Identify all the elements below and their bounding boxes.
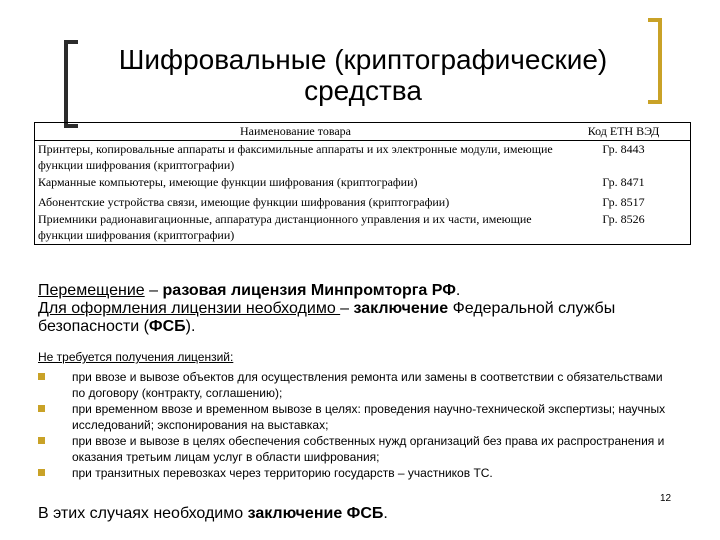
conclusion-line bbox=[38, 300, 698, 336]
square-bullet-icon bbox=[38, 469, 45, 476]
conclusion-end: ). bbox=[185, 318, 196, 335]
row-code-cell: Гр. 8517 bbox=[602, 195, 645, 209]
final-statement bbox=[38, 505, 388, 523]
title-line-2: средства bbox=[304, 75, 422, 106]
row-code-cell: Гр. 8443 bbox=[602, 141, 645, 156]
fsb-abbrev: ФСБ bbox=[148, 318, 186, 335]
row-code-cell: Гр. 8526 bbox=[602, 211, 645, 226]
not-required-heading: Не требуется получения лицензий: bbox=[38, 350, 234, 364]
row-name-cell: Принтеры, копировальные аппараты и факсимильные аппараты и их электронные модули, имеющие функции шифрования (криптографии) bbox=[38, 141, 553, 172]
list-item-text: при временном ввозе и временном вывозе в целях: проведения научно-технической экспертизы; научных исследований; экспонирования на выставках; bbox=[72, 402, 666, 432]
right-bracket-decoration bbox=[648, 18, 662, 104]
conclusion-bold: заключение bbox=[353, 300, 449, 317]
table-row bbox=[35, 211, 690, 244]
list-item bbox=[38, 465, 678, 481]
list-item bbox=[38, 369, 678, 401]
page-number: 12 bbox=[660, 493, 672, 504]
movement-label: Перемещение bbox=[38, 282, 145, 299]
final-text: В этих случаях необходимо bbox=[38, 505, 248, 522]
header-code-cell: Код ЕТН ВЭД bbox=[587, 124, 660, 138]
final-bold: заключение ФСБ bbox=[247, 505, 384, 522]
table-row bbox=[35, 190, 690, 211]
movement-rest: разовая лицензия Минпромторга РФ bbox=[162, 282, 456, 299]
slide-title bbox=[80, 44, 646, 106]
list-item bbox=[38, 433, 678, 465]
list-item bbox=[38, 401, 678, 433]
exemptions-list bbox=[38, 369, 678, 481]
table-row bbox=[35, 140, 690, 174]
movement-line bbox=[38, 282, 698, 300]
square-bullet-icon bbox=[38, 437, 45, 444]
square-bullet-icon bbox=[38, 373, 45, 380]
header-name-cell: Наименование товара bbox=[239, 124, 351, 138]
row-name-cell: Карманные компьютеры, имеющие функции шифрования (криптографии) bbox=[38, 174, 418, 189]
left-bracket-decoration bbox=[64, 40, 78, 128]
list-item-text: при ввозе и вывозе объектов для осуществления ремонта или замены в соответствии с обязательствами по договору (контракту, соглашению); bbox=[72, 370, 663, 400]
table-header-row bbox=[35, 123, 690, 140]
conclusion-rest: Федеральной службы безопасности ( bbox=[38, 300, 616, 335]
conclusion-dash: – bbox=[340, 300, 354, 317]
licensing-paragraph bbox=[38, 282, 698, 336]
row-code-cell: Гр. 8471 bbox=[602, 174, 645, 189]
row-name-cell: Абонентские устройства связи, имеющие функции шифрования (криптографии) bbox=[38, 195, 450, 209]
movement-dash: – bbox=[144, 282, 163, 299]
movement-end: . bbox=[455, 282, 461, 299]
conclusion-label: Для оформления лицензии необходимо bbox=[38, 300, 341, 317]
list-item-text: при транзитных перевозках через территорию государств – участников ТС. bbox=[72, 466, 493, 480]
list-item-text: при ввозе и вывозе в целях обеспечения собственных нужд организаций без права их распространения и оказания третьим лицам услуг в области шифрования; bbox=[72, 434, 665, 464]
final-end: . bbox=[383, 505, 388, 522]
title-line-1: Шифровальные (криптографические) bbox=[118, 44, 608, 75]
goods-table bbox=[34, 122, 691, 245]
square-bullet-icon bbox=[38, 405, 45, 412]
row-name-cell: Приемники радионавигационные, аппаратура дистанционного управления и их части, имеющие функции шифрования (криптографии) bbox=[38, 211, 532, 242]
table-row bbox=[35, 174, 690, 191]
